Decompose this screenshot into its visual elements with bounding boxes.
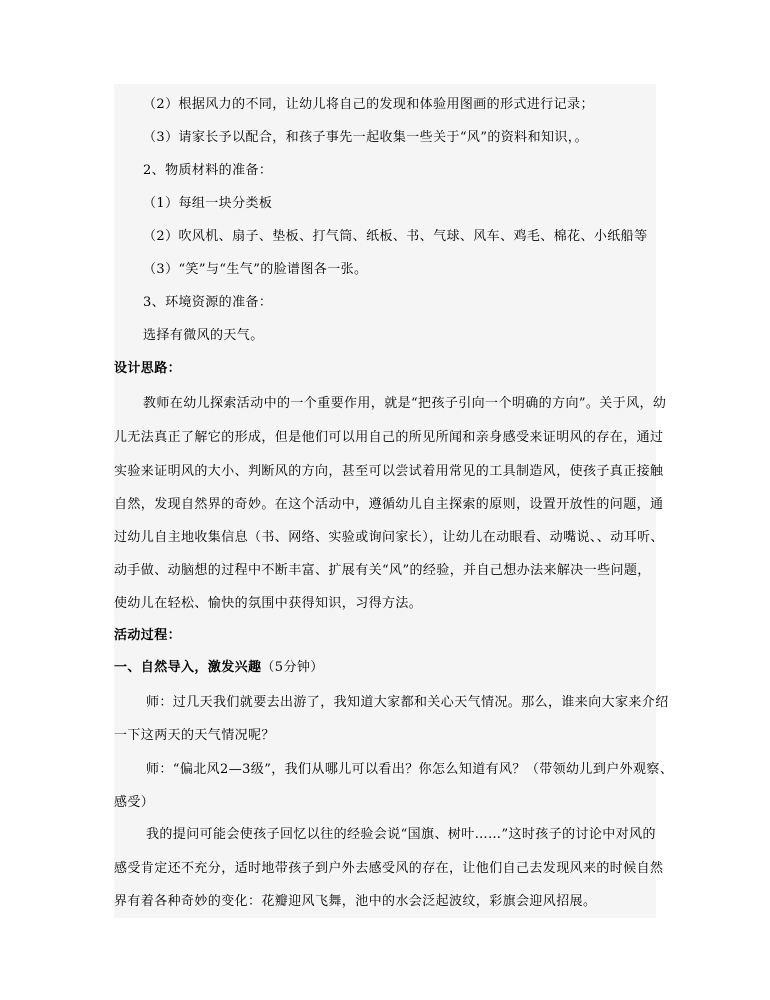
design-line: 使幼儿在轻松、愉快的氛围中获得知识，习得方法。 <box>114 596 423 611</box>
section-heading-title: 一、自然导入，激发兴趣 <box>114 660 262 675</box>
prep-item: 选择有微风的天气。 <box>143 328 264 343</box>
paragraph-line: 感受肯定还不充分，适时地带孩子到户外去感受风的存在，让他们自己去发现风来的时候自然 <box>114 861 664 876</box>
design-line: 教师在幼儿探索活动中的一个重要作用，就是“把孩子引向一个明确的方向”。关于风，幼 <box>143 396 667 411</box>
design-line: 实验来证明风的大小、判断风的方向，甚至可以尝试着用常见的工具制造风，使孩子真正接触 <box>114 464 664 479</box>
section-heading-time: （5分钟） <box>261 660 324 675</box>
prep-item: （3）请家长予以配合，和孩子事先一起收集一些关于“风”的资料和知识，。 <box>143 130 589 145</box>
paragraph-line: 界有着各种奇妙的变化：花瓣迎风飞舞，池中的水会泛起波纹，彩旗会迎风招展。 <box>114 894 597 909</box>
design-heading: 设计思路： <box>114 361 182 376</box>
prep-item: （1）每组一块分类板 <box>143 196 273 211</box>
design-line: 自然，发现自然界的奇妙。在这个活动中，遵循幼儿自主探索的原则，设置开放性的问题，通 <box>114 497 664 512</box>
prep-item: 3、环境资源的准备： <box>143 295 273 310</box>
design-line: 动手做、动脑想的过程中不断丰富、扩展有关“风”的经验，并自己想办法来解决一些问题， <box>114 563 651 578</box>
prep-item: （2）根据风力的不同，让幼儿将自己的发现和体验用图画的形式进行记录； <box>143 97 594 112</box>
design-line: 过幼儿自主地收集信息（书、网络、实验或询问家长），让幼儿在动眼看、动嘴说、、动耳听、 <box>114 530 664 545</box>
paragraph-line: 我的提问可能会使孩子回忆以往的经验会说“国旗、树叶……”这时孩子的讨论中对风的 <box>146 827 656 842</box>
process-heading: 活动过程： <box>114 628 182 643</box>
paragraph-line: 感受） <box>114 795 155 810</box>
prep-item: （2）吹风机、扇子、垫板、打气筒、纸板、书、气球、风车、鸡毛、棉花、小纸船等 <box>143 229 648 244</box>
section-heading <box>114 660 656 676</box>
paragraph-line: 一下这两天的天气情况呢？ <box>114 728 275 743</box>
paragraph-line: 师：过几天我们就要去出游了，我知道大家都和关心天气情况。那么，谁来向大家来介绍 <box>146 695 669 710</box>
prep-item: 2、物质材料的准备： <box>143 163 273 178</box>
prep-item: （3）“笑”与“生气”的脸谱图各一张。 <box>143 262 368 277</box>
paragraph-line: 师：“偏北风2—3级”，我们从哪儿可以看出？你怎么知道有风？（带领幼儿到户外观察、 <box>146 762 674 777</box>
design-line: 儿无法真正了解它的形成，但是他们可以用自己的所见所闻和亲身感受来证明风的存在，通过 <box>114 430 664 445</box>
